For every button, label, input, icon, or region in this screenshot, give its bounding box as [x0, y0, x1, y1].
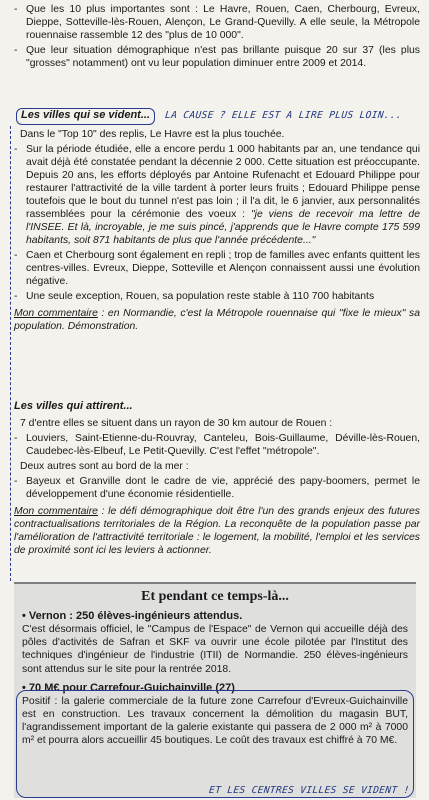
bullet-text: Bayeux et Granville dont le cadre de vie, apprécié des papy-boomers, permet le développement d'une économie résidentielle. [26, 475, 420, 501]
bullet-text: Que leur situation démographique n'est pas brillante puisque 20 sur 37 (les plus "grosses" notamment) ont vu leur population diminuer entre 2009 et 2014. [26, 45, 420, 70]
dash-glyph: - [14, 4, 18, 15]
list-item [14, 3, 420, 42]
list-item [14, 475, 420, 501]
section-intro: Deux autres sont au bord de la mer : [20, 460, 189, 472]
list-item [14, 432, 420, 458]
handwritten-note: ET LES CENTRES VILLES SE VIDENT ! [208, 784, 411, 796]
item-title-text: Vernon : 250 élèves-ingénieurs attendus. [28, 609, 243, 622]
sidebar-item-text: Positif : la galerie commerciale de la future zone Carrefour d'Evreux-Guichainville est en construction. Les travaux concernent la démolition du magasin BUT, l'agrandissement important de la galerie existante qui passera de 2 000 m² à 7000 m² et pourra alors accueillir 45 boutiques. Le coût des travaux est chiffré à 70 M€. [22, 696, 408, 747]
my-comment [14, 307, 420, 333]
section-title: Les villes qui se vident... [16, 108, 155, 125]
section-title: Les villes qui attirent... [14, 400, 133, 412]
dash-glyph: - [14, 45, 18, 57]
comment-label: Mon commentaire [14, 506, 98, 518]
dash-glyph: - [14, 432, 18, 444]
section-cities-emptying [14, 108, 420, 334]
bullet-text [26, 143, 420, 247]
dash-glyph: - [14, 143, 18, 155]
bullet-text: Que les 10 plus importantes sont : Le Havre, Rouen, Caen, Cherbourg, Evreux, Dieppe, Sotteville-lès-Rouen, Alençon, Le Grand-Quevilly. A elle seule, la Métropole rouennaise rassemble 12 des "plus de 10 000". [26, 4, 420, 42]
list-item [14, 290, 420, 303]
sidebar-title: Et pendant ce temps-là... [141, 589, 289, 604]
bullet-text: Caen et Cherbourg sont également en repli ; trop de familles avec enfants quittent les centres-villes. Evreux, Dieppe, Sotteville et Alençon connaissent aussi une évolution négative. [26, 250, 420, 288]
section-heading-row [14, 108, 420, 125]
quote: "je viens de recevoir ma lettre de l'INSEE. Et là, incroyable, je me suis pincé, j'apprends que le Havre compte 175 599 habitants, soit 871 habitants de plus que l'année précédente..." [26, 209, 420, 247]
section-cities-attracting [14, 400, 420, 557]
bullet-text: Louviers, Saint-Etienne-du-Rouvray, Canteleu, Bois-Guillaume, Déville-lès-Rouen, Caudebec-lès-Elbeuf, Le Petit-Quevilly. C'est l'effet "métropole". [26, 432, 420, 457]
comment-text: : en Normandie, c'est la Métropole rouennaise qui "fixe le mieux" sa population. Démonstration. [14, 308, 421, 333]
sidebar-item-vernon [14, 610, 416, 676]
dash-glyph: - [14, 250, 18, 262]
bullet-body: Sur la période étudiée, elle a encore perdu 1 000 habitants par an, une tendance qui avait déjà été constatée pendant la décennie 2 000. Cette situation est préoccupante. Depuis 20 ans, les efforts déployés par Antoine Rufenacht et Edouard Philippe pour restaurer l'attractivité de la ville tardent à porter leurs fruits ; Edouard Philippe pense toutefois que le bout du tunnel n'est pas loin ; il l'a dit, le 6 janvier, aux personnalités rassemblées pour la cérémonie des voeux : [26, 143, 420, 221]
top-bullets [14, 3, 420, 72]
comment-text: : le défi démographique doit être l'un des grands enjeux des futures contractualisations territoriales de la Région. La reconquête de la population passe par l'amélioration de l'attractivité territoriale : le logement, la mobilité, l'emploi et les services de proximité sont ici les leviers à actionner. [14, 506, 421, 557]
dash-glyph: - [14, 475, 18, 487]
bullet-glyph: • [22, 681, 26, 694]
handwritten-bracket [10, 126, 11, 581]
sidebar-box [14, 582, 416, 798]
comment-label: Mon commentaire [14, 308, 98, 320]
handwritten-circle [16, 690, 414, 798]
sidebar-item-text: C'est désormais officiel, le "Campus de l'Espace" de Vernon qui accueille déjà des pôles d'activités de Safran et SKF va ouvrir une école pilotée par l'Institut des techniques d'ingénieur de l'industrie (ITII) de Normandie. 250 élèves-ingénieurs sont attendus sur le site pour la rentrée 2018. [22, 624, 408, 675]
sidebar-item-title [22, 610, 408, 624]
bullet-text: Une seule exception, Rouen, sa population reste stable à 110 700 habitants [26, 291, 375, 303]
handwritten-note: LA CAUSE ? ELLE EST A LIRE PLUS LOIN... [164, 110, 403, 122]
list-item [14, 249, 420, 288]
bullet-glyph: • [22, 609, 26, 622]
item-title-text: 70 M€ pour Carrefour-Guichainville (27) [28, 681, 235, 694]
list-item [14, 143, 420, 247]
dash-glyph: - [14, 291, 18, 303]
section-intro: Dans le "Top 10" des replis, Le Havre est la plus touchée. [20, 128, 285, 140]
list-item [14, 44, 420, 70]
section-intro: 7 d'entre elles se situent dans un rayon de 30 km autour de Rouen : [20, 417, 333, 429]
my-comment [14, 505, 420, 557]
